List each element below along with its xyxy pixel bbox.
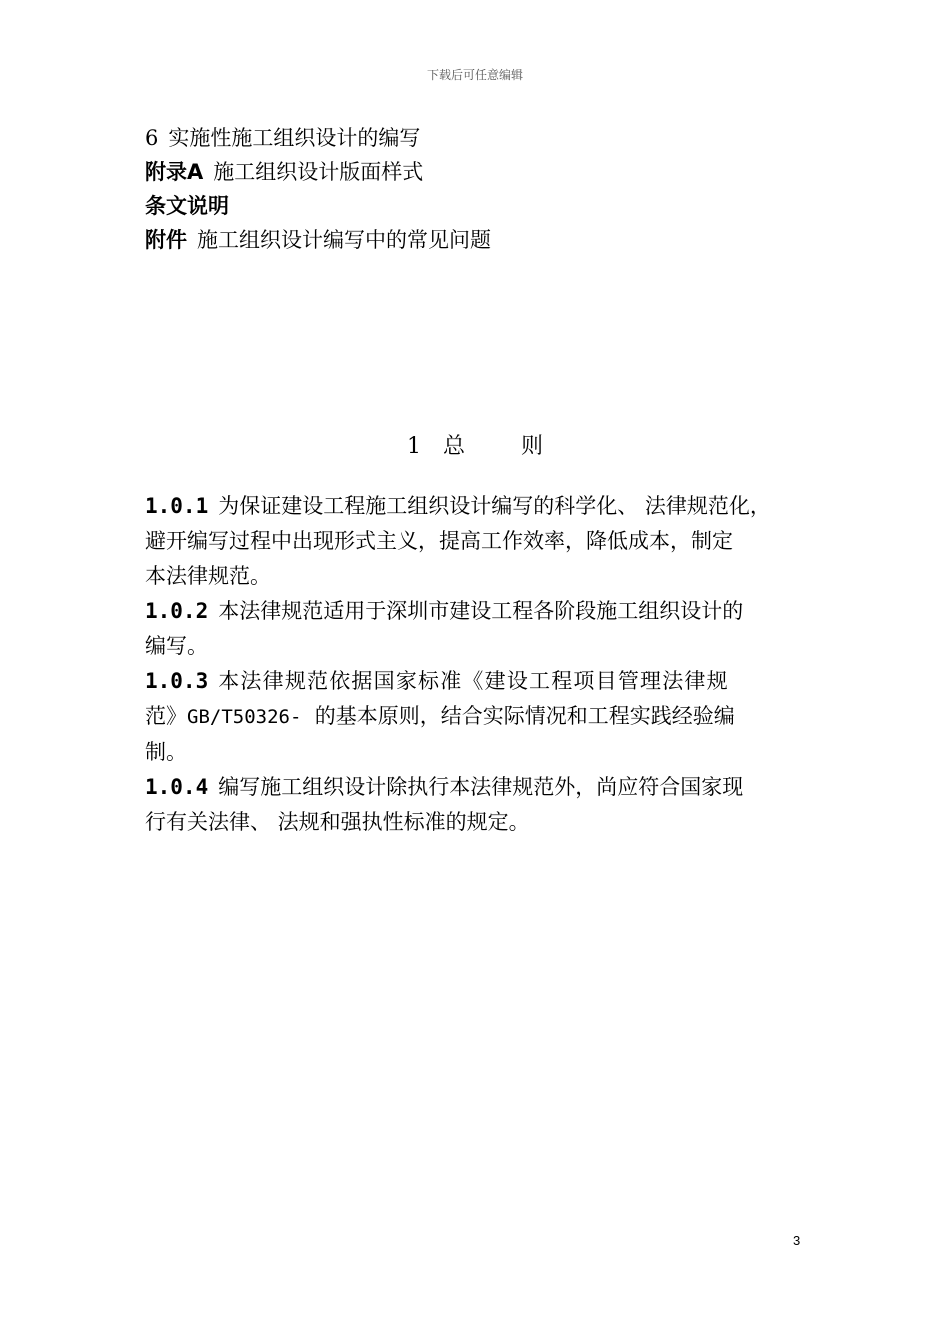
clause-text: 制。 <box>145 740 187 764</box>
toc-item-title: 施工组织设计编写中的常见问题 <box>197 228 491 252</box>
standard-code: GB/T50326- <box>187 706 302 728</box>
toc-item-title: 施工组织设计版面样式 <box>213 160 424 184</box>
clause-1-0-4 <box>145 770 825 840</box>
clause-text: 本法律规范。 <box>145 564 271 588</box>
section-title-right: 则 <box>521 434 544 459</box>
clause-text: 行有关法律、 法规和强执性标准的规定。 <box>145 810 530 834</box>
toc-item-attachment <box>145 223 825 257</box>
clause-number: 1.0.2 <box>145 599 209 623</box>
clause-text: 为保证建设工程施工组织设计编写的科学化、 法律规范化， <box>218 494 771 518</box>
clause-text: 范》 <box>145 704 187 728</box>
toc-item-6 <box>145 121 825 155</box>
clause-1-0-1 <box>145 489 825 594</box>
section-title-left: 总 <box>442 434 465 459</box>
section-heading <box>0 430 950 464</box>
toc-item-title: 实施性施工组织设计的编写 <box>168 126 421 150</box>
toc-item-number: 附件 <box>145 228 187 252</box>
toc-item-title: 条文说明 <box>145 194 229 218</box>
clause-number: 1.0.3 <box>145 669 209 693</box>
clause-text: 的基本原则，结合实际情况和工程实践经验编 <box>301 704 735 728</box>
clause-number: 1.0.4 <box>145 775 209 799</box>
clause-text: 编写。 <box>145 634 208 658</box>
toc-item-appendix-a <box>145 155 825 189</box>
section-body <box>145 489 825 840</box>
toc-item-number: 6 <box>145 126 159 150</box>
page-header: 下载后可任意编辑 <box>426 68 523 82</box>
section-number: 1 <box>406 434 421 459</box>
clause-1-0-2 <box>145 594 825 664</box>
clause-1-0-3 <box>145 664 825 770</box>
clause-text: 本法律规范适用于深圳市建设工程各阶段施工组织设计的 <box>218 599 744 623</box>
clause-number: 1.0.1 <box>145 494 209 518</box>
page-number: 3 <box>793 1233 801 1248</box>
toc-item-number: 附录A <box>145 160 204 184</box>
toc-item-explanation <box>145 189 825 223</box>
clause-text: 编写施工组织设计除执行本法律规范外，尚应符合国家现 <box>218 775 744 799</box>
clause-text: 避开编写过程中出现形式主义，提高工作效率，降低成本，制定 <box>145 529 733 553</box>
clause-text: 本法律规范依据国家标准《建设工程项目管理法律规 <box>218 669 729 693</box>
table-of-contents <box>145 121 825 257</box>
